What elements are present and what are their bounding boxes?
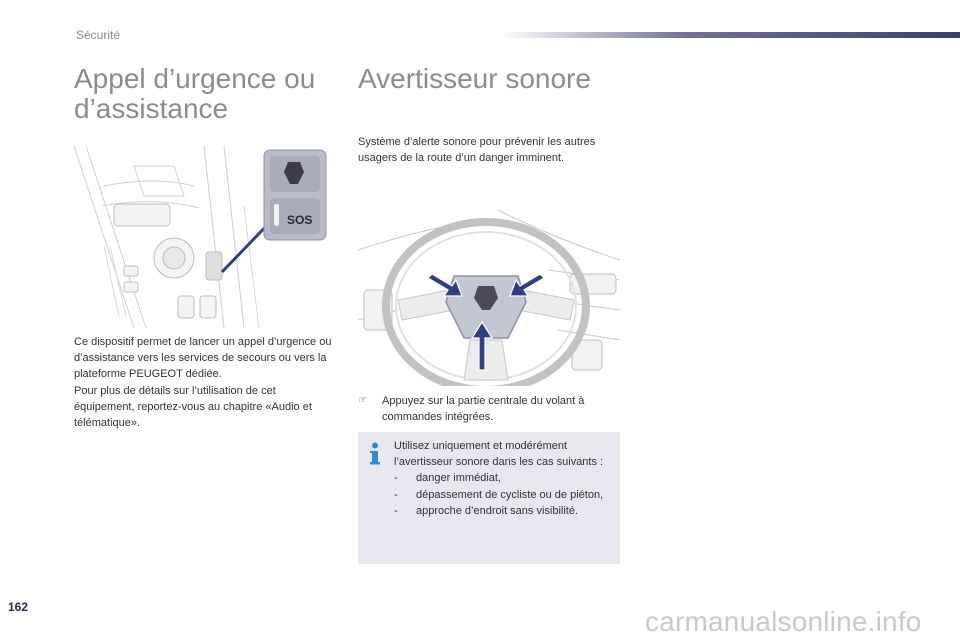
info-box xyxy=(358,432,620,564)
horn-intro: Système d’alerte sonore pour prévenir les autres usagers de la route d’un danger imminent. xyxy=(358,136,596,165)
info-text: Utilisez uniquement et modérément l’avertisseur sonore dans les cas suivants : xyxy=(394,440,604,469)
steering-wheel-drawing xyxy=(358,200,620,386)
title-emergency-call: Appel d’urgence ou d’assistance xyxy=(74,63,316,124)
steering-wheel-illustration xyxy=(358,200,620,386)
console-illustration xyxy=(74,146,330,328)
info-icon xyxy=(368,442,382,466)
list-item: - approche d’endroit sans visibilité. xyxy=(394,504,579,517)
console-drawing xyxy=(74,146,330,328)
emergency-description xyxy=(74,334,336,431)
title-horn: Avertisseur sonore xyxy=(358,63,591,94)
paragraph-2: Pour plus de détails sur l’utilisation de cet équipement, reportez-vous au chapitre «Audio et télématique». xyxy=(74,384,312,430)
instruction-text: Appuyez sur la partie centrale du volant à commandes intégrées. xyxy=(382,395,585,424)
page-number: 162 xyxy=(8,600,29,614)
watermark: carmanualsonline.info xyxy=(645,606,922,637)
info-list xyxy=(394,470,614,519)
paragraph-1: Ce dispositif permet de lancer un appel d’urgence ou d’assistance vers les services de secours ou vers la plateforme PEUGEOT dédiée. xyxy=(74,336,332,381)
info-content xyxy=(394,438,614,519)
hand-pointer-icon: ☞ xyxy=(358,395,367,406)
instruction xyxy=(358,393,620,425)
list-item: - danger immédiat, xyxy=(394,472,501,485)
header-bar xyxy=(500,32,960,38)
sos-label: SOS xyxy=(287,213,313,227)
list-item: - dépassement de cycliste ou de piéton, xyxy=(394,488,604,501)
section-label: Sécurité xyxy=(76,28,121,42)
